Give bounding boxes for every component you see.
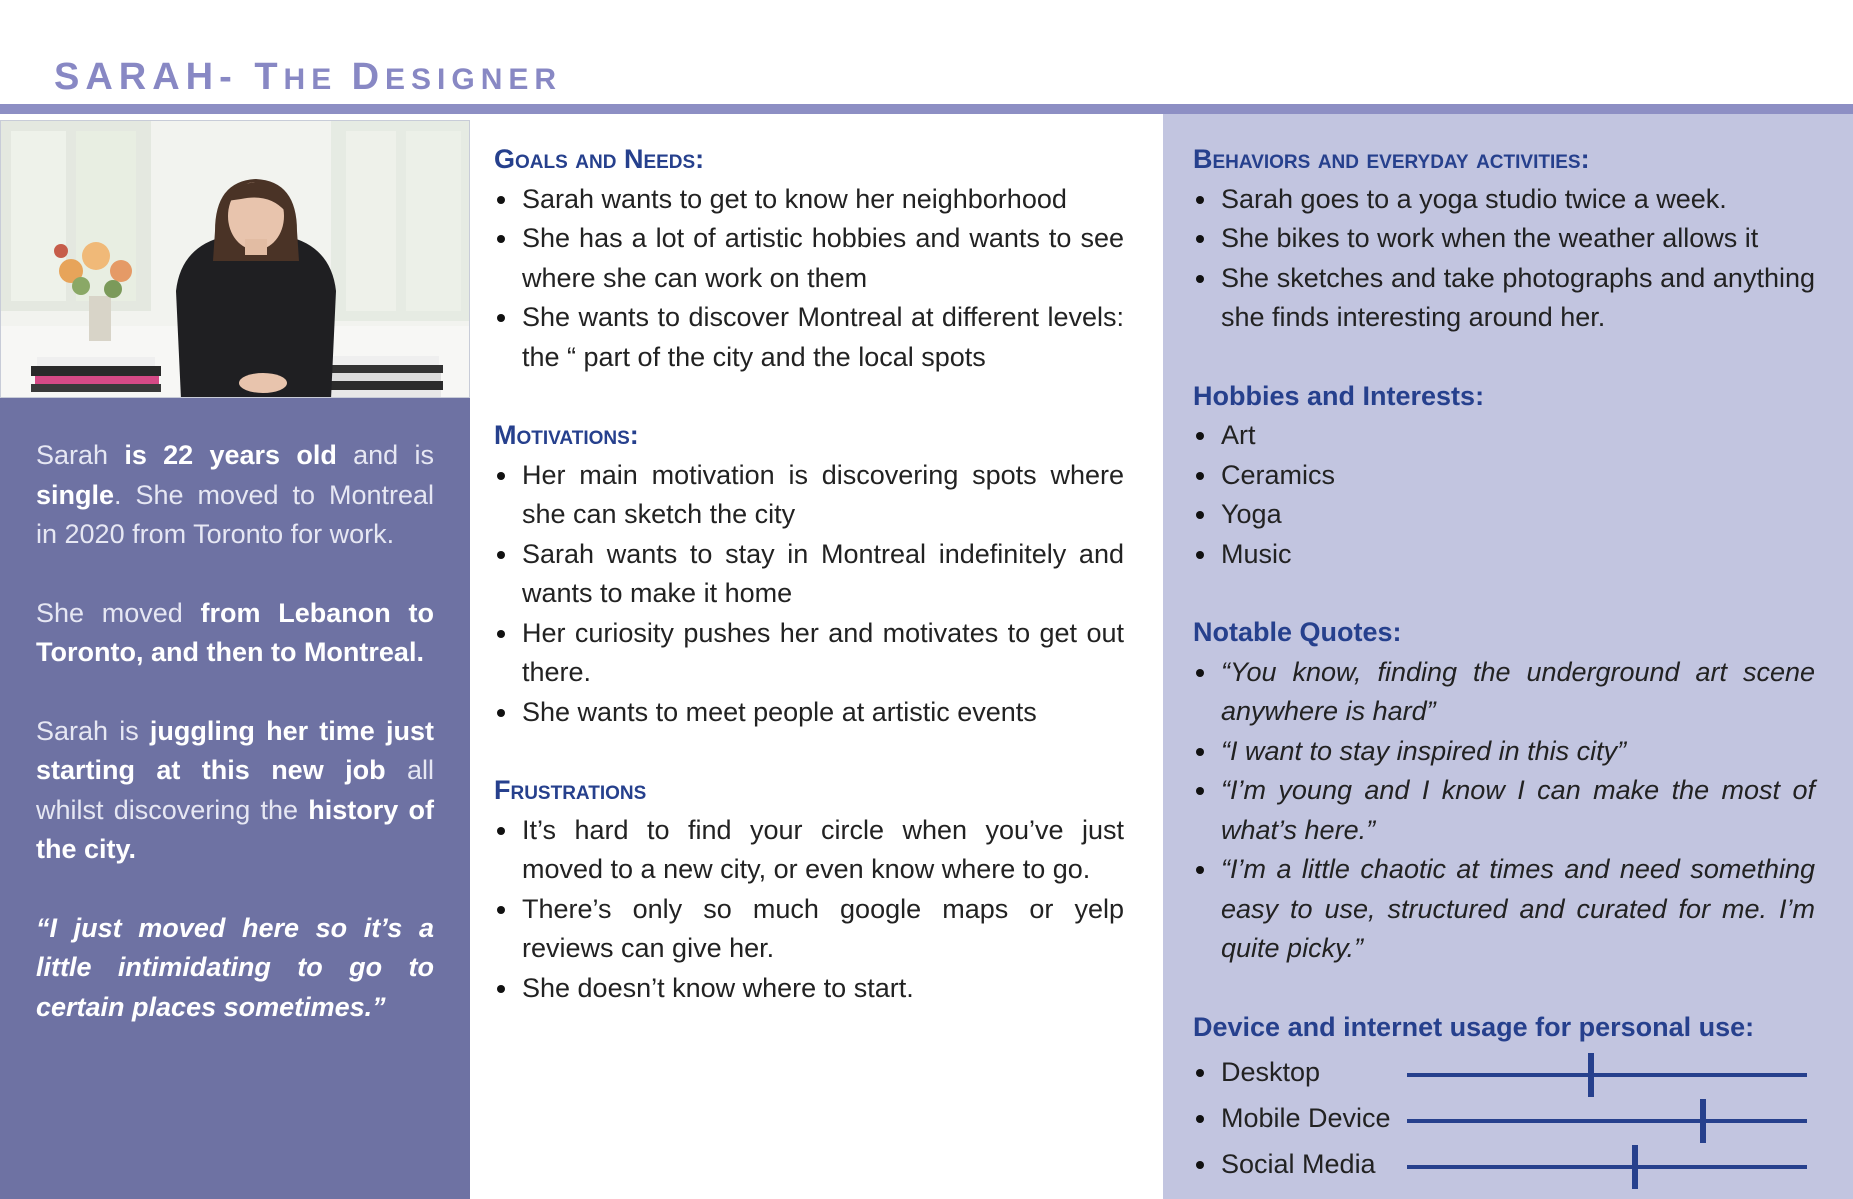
right-column	[1193, 140, 1815, 1189]
list-item: Yoga	[1193, 495, 1815, 535]
behaviors-list	[1193, 180, 1815, 338]
usage-row-mobile-device	[1193, 1097, 1815, 1143]
list-item: She doesn’t know where to start.	[494, 969, 1124, 1009]
usage-heading: Device and internet usage for personal use:	[1193, 1011, 1755, 1042]
goals-heading: Goals and Needs:	[494, 144, 705, 174]
profile-origin-paragraph: She moved from Lebanon to Toronto, and then to Montreal.	[36, 597, 434, 667]
list-item: “You know, finding the underground art scene anywhere is hard”	[1193, 653, 1815, 732]
list-item: Her main motivation is discovering spots where she can sketch the city	[494, 456, 1124, 535]
usage-row-desktop	[1193, 1051, 1815, 1097]
profile-summary-panel	[0, 398, 470, 1199]
list-item: She sketches and take photographs and anything she finds interesting around her.	[1193, 259, 1815, 338]
list-item: Art	[1193, 416, 1815, 456]
profile-age-paragraph: Sarah is 22 years old and is single. She moved to Montreal in 2020 from Toronto for work.	[36, 440, 434, 549]
usage-label: Social Media	[1193, 1145, 1376, 1185]
frustrations-heading: Frustrations	[494, 775, 647, 805]
list-item: She has a lot of artistic hobbies and wants to see where she can work on them	[494, 219, 1124, 298]
list-item: She wants to discover Montreal at different levels: the “ part of the city and the local spots	[494, 298, 1124, 377]
usage-scale-track	[1407, 1119, 1807, 1123]
usage-list	[1193, 1051, 1815, 1189]
list-item: Music	[1193, 535, 1815, 575]
usage-row-social-media	[1193, 1143, 1815, 1189]
list-item: She bikes to work when the weather allows it	[1193, 219, 1815, 259]
goals-list	[494, 180, 1124, 378]
list-item: Sarah wants to get to know her neighborhood	[494, 180, 1124, 220]
list-item: It’s hard to find your circle when you’ve just moved to a new city, or even know where to go.	[494, 811, 1124, 890]
list-item: There’s only so much google maps or yelp reviews can give her.	[494, 890, 1124, 969]
header-divider	[0, 104, 1853, 114]
motivations-list	[494, 456, 1124, 733]
usage-scale-track	[1407, 1073, 1807, 1077]
usage-level-marker	[1588, 1053, 1594, 1097]
usage-scale-track	[1407, 1165, 1807, 1169]
quotes-list	[1193, 653, 1815, 969]
motivations-heading: Motivations:	[494, 420, 639, 450]
frustrations-list	[494, 811, 1124, 1009]
list-item: “I want to stay inspired in this city”	[1193, 732, 1815, 772]
list-item: Sarah goes to a yoga studio twice a week.	[1193, 180, 1815, 220]
profile-situation-paragraph: Sarah is juggling her time just starting at this new job all whilst discovering the history of the city.	[36, 715, 434, 864]
persona-photo	[0, 120, 470, 398]
middle-column	[494, 140, 1124, 1047]
quotes-heading: Notable Quotes:	[1193, 617, 1402, 647]
list-item: Ceramics	[1193, 456, 1815, 496]
list-item: Her curiosity pushes her and motivates to get out there.	[494, 614, 1124, 693]
profile-quote: “I just moved here so it’s a little intimidating to go to certain places sometimes.”	[36, 912, 434, 1022]
list-item: Sarah wants to stay in Montreal indefinitely and wants to make it home	[494, 535, 1124, 614]
hobbies-list	[1193, 416, 1815, 574]
persona-photo-illustration	[1, 121, 470, 398]
list-item: “I’m young and I know I can make the most of what’s here.”	[1193, 771, 1815, 850]
usage-level-marker	[1632, 1145, 1638, 1189]
usage-label: Desktop	[1193, 1053, 1320, 1093]
usage-label: Mobile Device	[1193, 1099, 1391, 1139]
list-item: She wants to meet people at artistic events	[494, 693, 1124, 733]
hobbies-heading: Hobbies and Interests:	[1193, 380, 1485, 411]
list-item: “I’m a little chaotic at times and need something easy to use, structured and curated for me. I’m quite picky.”	[1193, 850, 1815, 969]
usage-level-marker	[1700, 1099, 1706, 1143]
page-title: SARAH- THE DESIGNER	[54, 56, 563, 98]
behaviors-heading: Behaviors and everyday activities:	[1193, 144, 1590, 174]
